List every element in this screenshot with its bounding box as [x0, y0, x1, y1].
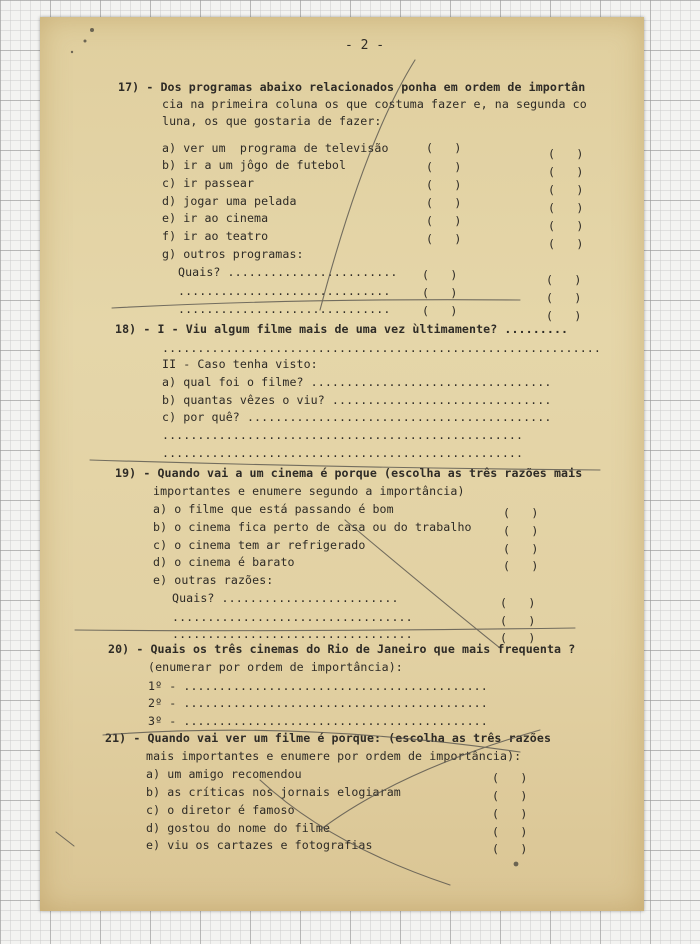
q17-c-col2-box[interactable]: ( ) [548, 183, 584, 197]
q21-option-d: d) gostou do nome do filme [146, 821, 331, 835]
q19-option-b: b) o cinema fica perto de casa ou do trabalho [153, 520, 472, 534]
q17-a-col1-box[interactable]: ( ) [426, 141, 462, 155]
q18-blank-line: ................................................... [162, 446, 524, 460]
question-21-line-2: mais importantes e enumere por ordem de importância): [146, 749, 522, 763]
question-19-line-2: importantes e enumere segundo a importância) [153, 484, 465, 498]
q17-f-col1-box[interactable]: ( ) [426, 232, 462, 246]
question-21-line-1: 21) - Quando vai ver um filme é porque: (escolha as três razões [105, 731, 552, 745]
q19-other1-box[interactable]: ( ) [500, 596, 536, 610]
q18-item-b: b) quantas vêzes o viu? ............................... [162, 393, 552, 407]
q19-option-c: c) o cinema tem ar refrigerado [153, 538, 366, 552]
q17-blank-line: .............................. [178, 302, 391, 316]
q19-other2-box[interactable]: ( ) [500, 614, 536, 628]
question-17-line-1: 17) - Dos programas abaixo relacionados ponha em ordem de importân [118, 80, 586, 94]
q17-blank-line: .............................. [178, 284, 391, 298]
q19-d-box[interactable]: ( ) [503, 559, 539, 573]
question-20-line-1: 20) - Quais os três cinemas do Rio de Janeiro que mais frequenta ? [108, 642, 576, 656]
q18-blank-line: ................................................... [162, 428, 524, 442]
q21-a-box[interactable]: ( ) [492, 771, 528, 785]
q21-option-b: b) as críticas nos jornais elogiaram [146, 785, 401, 799]
q20-rank-2: 2º - ........................................... [148, 696, 488, 710]
q20-rank-1: 1º - ........................................... [148, 679, 488, 693]
q17-e-col2-box[interactable]: ( ) [548, 219, 584, 233]
q17-option-d: d) jogar uma pelada [162, 194, 297, 208]
q17-option-g: g) outros programas: [162, 247, 304, 261]
q19-a-box[interactable]: ( ) [503, 506, 539, 520]
q17-option-f: f) ir ao teatro [162, 229, 269, 243]
q21-d-box[interactable]: ( ) [492, 825, 528, 839]
q17-e-col1-box[interactable]: ( ) [426, 214, 462, 228]
q17-other3-col2-box[interactable]: ( ) [546, 309, 582, 323]
q17-b-col1-box[interactable]: ( ) [426, 160, 462, 174]
q17-b-col2-box[interactable]: ( ) [548, 165, 584, 179]
q19-blank-line: .................................. [172, 627, 413, 641]
q21-option-e: e) viu os cartazes e fotografias [146, 838, 373, 852]
q19-option-d: d) o cinema é barato [153, 555, 295, 569]
q17-other2-col2-box[interactable]: ( ) [546, 291, 582, 305]
q17-f-col2-box[interactable]: ( ) [548, 237, 584, 251]
q19-option-a: a) o filme que está passando é bom [153, 502, 394, 516]
question-19-line-1: 19) - Quando vai a um cinema é porque (escolha as três razões mais [115, 466, 583, 480]
q19-other3-box[interactable]: ( ) [500, 631, 536, 645]
q17-c-col1-box[interactable]: ( ) [426, 178, 462, 192]
q18-item-c: c) por quê? ........................................... [162, 410, 552, 424]
q17-a-col2-box[interactable]: ( ) [548, 147, 584, 161]
q19-quais-line: Quais? ......................... [172, 591, 399, 605]
q18-item-a: a) qual foi o filme? .................................. [162, 375, 552, 389]
q17-option-a: a) ver um programa de televisão [162, 141, 389, 155]
q19-b-box[interactable]: ( ) [503, 524, 539, 538]
q17-other2-col1-box[interactable]: ( ) [422, 286, 458, 300]
q21-c-box[interactable]: ( ) [492, 807, 528, 821]
q17-option-e: e) ir ao cinema [162, 211, 269, 225]
q20-rank-3: 3º - ........................................... [148, 714, 488, 728]
q19-option-e: e) outras razões: [153, 573, 274, 587]
q17-other1-col2-box[interactable]: ( ) [546, 273, 582, 287]
q17-other1-col1-box[interactable]: ( ) [422, 268, 458, 282]
q21-option-a: a) um amigo recomendou [146, 767, 302, 781]
page-number: - 2 - [345, 38, 385, 53]
q19-blank-line: .................................. [172, 610, 413, 624]
q19-c-box[interactable]: ( ) [503, 542, 539, 556]
question-18-line-1: 18) - I - Viu algum filme mais de uma vez ùltimamente? ......... [115, 322, 569, 336]
question-17-line-3: luna, os que gostaria de fazer: [162, 114, 382, 128]
q17-d-col1-box[interactable]: ( ) [426, 196, 462, 210]
q18-part-ii-heading: II - Caso tenha visto: [162, 357, 318, 371]
q18-blank-line: .............................................................. [162, 341, 601, 355]
q17-option-c: c) ir passear [162, 176, 255, 190]
q21-b-box[interactable]: ( ) [492, 789, 528, 803]
q17-quais-line: Quais? ........................ [178, 265, 398, 279]
q17-option-b: b) ir a um jôgo de futebol [162, 158, 347, 172]
q17-d-col2-box[interactable]: ( ) [548, 201, 584, 215]
q17-other3-col1-box[interactable]: ( ) [422, 304, 458, 318]
question-17-line-2: cia na primeira coluna os que costuma fazer e, na segunda co [162, 97, 587, 111]
q21-e-box[interactable]: ( ) [492, 842, 528, 856]
question-20-line-2: (enumerar por ordem de importância): [148, 660, 403, 674]
q21-option-c: c) o diretor é famoso [146, 803, 295, 817]
